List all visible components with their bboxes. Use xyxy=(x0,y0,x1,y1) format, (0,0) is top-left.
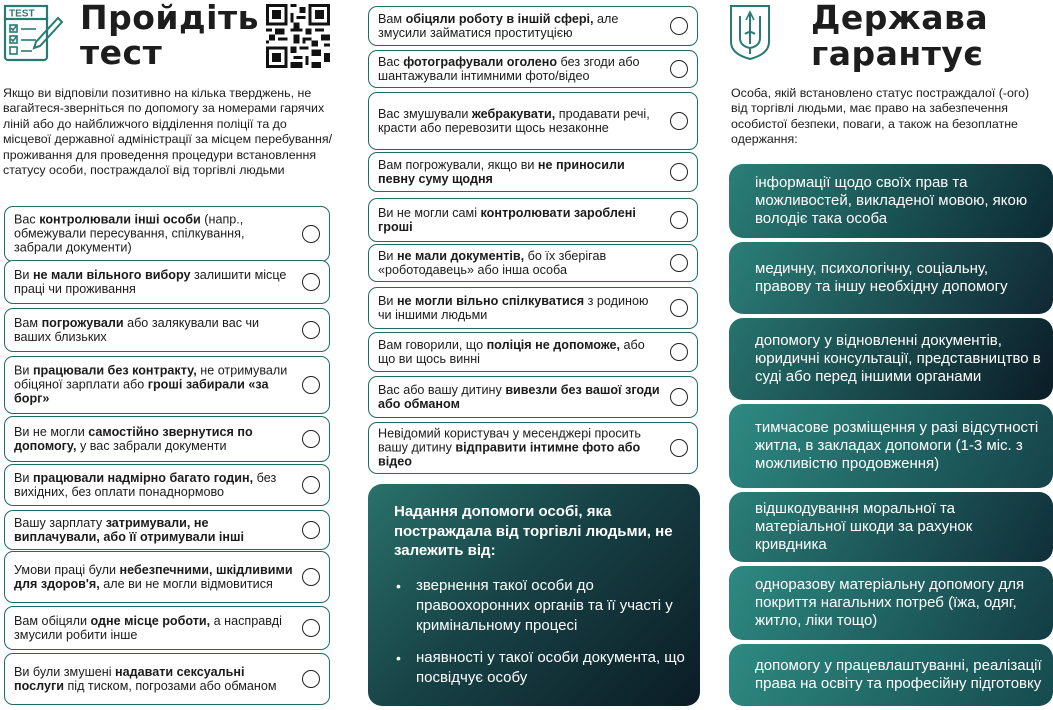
left-statement-9[interactable] xyxy=(4,606,330,650)
test-icon-label: TEST xyxy=(9,8,35,20)
statement-emphasis: одне місце роботи, xyxy=(90,613,211,628)
statement-emphasis: працювали надмірно багато годин, xyxy=(32,470,254,485)
statement-fragment: Вам xyxy=(378,11,406,26)
statement-fragment: Ви xyxy=(14,470,33,485)
middle-statement-10[interactable] xyxy=(368,422,698,474)
statement-emphasis: самостійно звернутися по допомогу, xyxy=(14,424,253,453)
test-title-line2: тест xyxy=(80,33,163,72)
guarantee-item-7 xyxy=(729,644,1053,706)
statement-fragment: Вам обіцяли xyxy=(14,613,91,628)
statement-fragment: Умови праці були xyxy=(14,562,120,577)
statement-text xyxy=(14,614,296,642)
statement-emphasis: не мали вільного вибору xyxy=(32,267,191,282)
radio-circle-icon[interactable] xyxy=(302,430,320,448)
statement-fragment: Вам погрожували, якщо ви xyxy=(378,157,538,172)
statement-fragment: з родиною чи іншими людьми xyxy=(378,293,649,322)
left-statement-5[interactable] xyxy=(4,416,330,462)
statement-fragment: а насправді змусили робити інше xyxy=(14,613,282,642)
bullet-icon: • xyxy=(396,650,401,666)
guarantee-text: медичну, психологічну, соціальну, правову та іншу необхідну допомогу xyxy=(755,260,1008,295)
statement-emphasis: контролювати зароблені гроші xyxy=(378,205,636,234)
middle-statement-6[interactable] xyxy=(368,244,698,282)
middle-statement-8[interactable] xyxy=(368,332,698,372)
statement-fragment: Невідомий користувач у месенджері просить вашу дитину xyxy=(378,426,641,455)
radio-circle-icon[interactable] xyxy=(670,254,688,272)
statement-emphasis: небезпечними, шкідливими для здоров'я, xyxy=(14,562,293,591)
radio-circle-icon[interactable] xyxy=(302,521,320,539)
guarantees-title-line2: гарантує xyxy=(811,34,984,73)
statement-fragment: Ви xyxy=(378,248,397,263)
statement-text xyxy=(378,12,664,40)
statement-text xyxy=(378,294,664,322)
guarantee-item-5 xyxy=(729,492,1053,562)
help-conditions-heading: Надання допомоги особі, яка постраждала від торгівлі людьми, не залежить від: xyxy=(394,503,673,559)
radio-circle-icon[interactable] xyxy=(670,112,688,130)
statement-text xyxy=(14,563,296,591)
statement-fragment: залишити місце праці чи проживання xyxy=(14,267,287,296)
statement-text xyxy=(378,249,664,277)
statement-text xyxy=(378,338,664,366)
statement-fragment: але змусили займатися проституцією xyxy=(378,11,619,40)
statement-emphasis: затримували, не виплачували, або її отримували інші xyxy=(14,515,245,544)
statement-text xyxy=(378,158,664,186)
radio-circle-icon[interactable] xyxy=(670,388,688,406)
statement-emphasis: вивезли без вашої згоди або обманом xyxy=(378,382,660,411)
middle-statement-5[interactable] xyxy=(368,198,698,242)
statement-fragment: Вас змушували xyxy=(378,106,472,121)
guarantee-item-4 xyxy=(729,404,1053,488)
guarantee-text: тимчасове розміщення у разі відсутності житла, в закладах допомоги (1-3 міс. з можливістю продовження) xyxy=(755,419,1039,472)
statement-fragment: Вам xyxy=(14,315,42,330)
radio-circle-icon[interactable] xyxy=(302,225,320,243)
statement-fragment: або що ви щось винні xyxy=(378,337,645,366)
middle-statement-9[interactable] xyxy=(368,376,698,418)
statement-text xyxy=(14,364,296,407)
test-title-line1: Пройдіть xyxy=(80,0,259,37)
statement-text xyxy=(378,427,664,470)
guarantees-intro: Особа, якій встановлено статус постраждалої (-ого) від торгівлі людьми, має право на забезпечення особистої безпеки, поваги, а також на безоплатне одержання: xyxy=(731,86,1030,147)
statement-fragment: Ви не могли самі xyxy=(378,205,481,220)
statement-fragment: у вас забрали документи xyxy=(76,439,227,453)
statement-fragment: (напр., обмежували пересування, спілкування, забрали документи) xyxy=(14,212,245,256)
radio-circle-icon[interactable] xyxy=(670,439,688,457)
statement-text xyxy=(14,665,296,693)
test-title xyxy=(80,0,259,70)
statement-fragment: не отримували обіцяної зарплати або xyxy=(14,363,288,392)
guarantee-text: допомогу у працевлаштуванні, реалізації права на освіту та професійну підготовку xyxy=(755,657,1042,692)
statement-text xyxy=(14,316,296,344)
statement-text xyxy=(14,268,296,296)
statement-emphasis: обіцяли роботу в іншій сфері, xyxy=(405,11,594,26)
state-guarantees-column xyxy=(715,0,1053,710)
middle-statement-2[interactable] xyxy=(368,50,698,88)
help-conditions-card xyxy=(368,484,700,706)
statement-emphasis: поліція не допоможе, xyxy=(486,337,621,352)
left-statement-6[interactable] xyxy=(4,464,330,506)
help-condition-item xyxy=(394,648,694,688)
test-intro: Якщо ви відповіли позитивно на кілька тверджень, не вагайтеся-зверніться по допомогу за номерами гарячих ліній або до найближчого відділення поліції та до місцевої державної адміністрації за місцем перебування/ проживання для проведення процедури встановлення статусу особи, постраждалої від торгівлі людьми xyxy=(3,86,333,178)
statement-emphasis: працювали без контракту, xyxy=(32,363,197,378)
middle-statement-7[interactable] xyxy=(368,287,698,329)
radio-circle-icon[interactable] xyxy=(302,273,320,291)
middle-statement-3[interactable] xyxy=(368,92,698,150)
help-condition-item xyxy=(394,576,694,636)
guarantees-title xyxy=(811,0,988,72)
statement-emphasis: не могли вільно спілкуватися xyxy=(396,293,585,308)
statement-emphasis: надавати сексуальні послуги xyxy=(14,664,245,693)
statement-fragment: бо їх зберігав «роботодавець» або інша особа xyxy=(378,248,607,277)
statement-fragment: Вас xyxy=(14,212,40,227)
statement-emphasis: не приносили певну суму щодня xyxy=(378,157,625,186)
statement-emphasis: не мали документів, xyxy=(396,248,525,263)
radio-circle-icon[interactable] xyxy=(670,211,688,229)
help-condition-text: наявності у такої особи документа, що посвідчує особу xyxy=(416,649,685,686)
trident-icon xyxy=(729,4,771,60)
left-statement-4[interactable] xyxy=(4,356,330,414)
statement-fragment: без згоди або шантажували інтимними фото/відео xyxy=(378,54,640,83)
guarantee-text: одноразову матеріальну допомогу для покриття нагальних потреб (їжа, одяг, житло, ліки тощо) xyxy=(755,576,1025,629)
radio-circle-icon[interactable] xyxy=(302,376,320,394)
radio-circle-icon[interactable] xyxy=(670,60,688,78)
left-statement-2[interactable] xyxy=(4,260,330,304)
statement-fragment: Ви були змушені xyxy=(14,664,116,679)
guarantee-text: інформації щодо своїх прав та можливостей, викладеної мовою, якою володіє така особа xyxy=(755,174,1028,227)
statement-text xyxy=(14,425,296,453)
guarantee-item-2 xyxy=(729,242,1053,314)
bullet-icon: • xyxy=(396,578,401,594)
left-statement-10[interactable] xyxy=(4,653,330,705)
qr-code-icon[interactable] xyxy=(266,4,330,68)
statement-emphasis: жебракувати, xyxy=(471,106,556,121)
statement-text xyxy=(378,206,664,234)
statement-text xyxy=(14,213,296,256)
guarantee-text: відшкодування моральної та матеріальної шкоди за рахунок кривдника xyxy=(755,500,973,553)
help-condition-text: звернення такої особи до правоохоронних органів та її участі у кримінальному процесі xyxy=(416,577,673,634)
guarantee-item-6 xyxy=(729,566,1053,640)
guarantee-item-1 xyxy=(729,164,1053,238)
statement-fragment: під тиском, погрозами або обманом xyxy=(63,679,277,693)
radio-circle-icon[interactable] xyxy=(302,476,320,494)
statement-fragment: Вам говорили, що xyxy=(378,337,487,352)
test-checklist-icon xyxy=(2,4,64,64)
statement-text xyxy=(14,471,296,499)
left-statement-1[interactable] xyxy=(4,206,330,262)
radio-circle-icon[interactable] xyxy=(670,299,688,317)
statement-fragment: Вашу зарплату xyxy=(14,515,106,530)
statement-emphasis: погрожували xyxy=(41,315,124,330)
left-statement-8[interactable] xyxy=(4,551,330,603)
statement-text xyxy=(14,516,296,544)
radio-circle-icon[interactable] xyxy=(670,163,688,181)
radio-circle-icon[interactable] xyxy=(302,568,320,586)
guarantee-text: допомогу у відновленні документів, юридичні консультації, представництво в суді або перед іншими органами xyxy=(755,332,1041,385)
middle-statement-4[interactable] xyxy=(368,152,698,192)
statement-emphasis: відправити інтимне фото або відео xyxy=(378,440,641,470)
statement-fragment: продавати речі, красти або перевозити щось незаконне xyxy=(378,106,650,135)
test-column-continued xyxy=(360,0,700,710)
radio-circle-icon[interactable] xyxy=(302,321,320,339)
statement-text xyxy=(378,55,664,83)
statement-fragment: без вихідних, без оплати понаднормово xyxy=(14,470,277,499)
guarantees-title-line1: Держава xyxy=(811,0,989,37)
statement-text xyxy=(378,107,664,135)
statement-emphasis: контролювали інші особи xyxy=(39,212,201,227)
statement-emphasis: фотографували оголено xyxy=(403,54,558,69)
statement-fragment: Вас xyxy=(378,54,404,69)
statement-fragment: Вас або вашу дитину xyxy=(378,382,506,397)
left-statement-7[interactable] xyxy=(4,510,330,550)
statement-emphasis: гроші забирали «за борг» xyxy=(14,377,269,407)
statement-text xyxy=(378,383,664,411)
statement-fragment: але ви не могли відмовитися xyxy=(99,577,273,591)
statement-fragment: або залякували вас чи ваших близьких xyxy=(14,315,260,344)
guarantee-item-3 xyxy=(729,318,1053,400)
statement-fragment: Ви xyxy=(14,267,33,282)
statement-fragment: Ви xyxy=(378,293,397,308)
radio-circle-icon[interactable] xyxy=(302,670,320,688)
statement-fragment: Ви xyxy=(14,363,33,378)
left-statement-3[interactable] xyxy=(4,308,330,352)
test-column xyxy=(0,0,340,710)
statement-fragment: Ви не могли xyxy=(14,424,89,439)
middle-statement-1[interactable] xyxy=(368,6,698,46)
radio-circle-icon[interactable] xyxy=(302,619,320,637)
radio-circle-icon[interactable] xyxy=(670,17,688,35)
radio-circle-icon[interactable] xyxy=(670,343,688,361)
